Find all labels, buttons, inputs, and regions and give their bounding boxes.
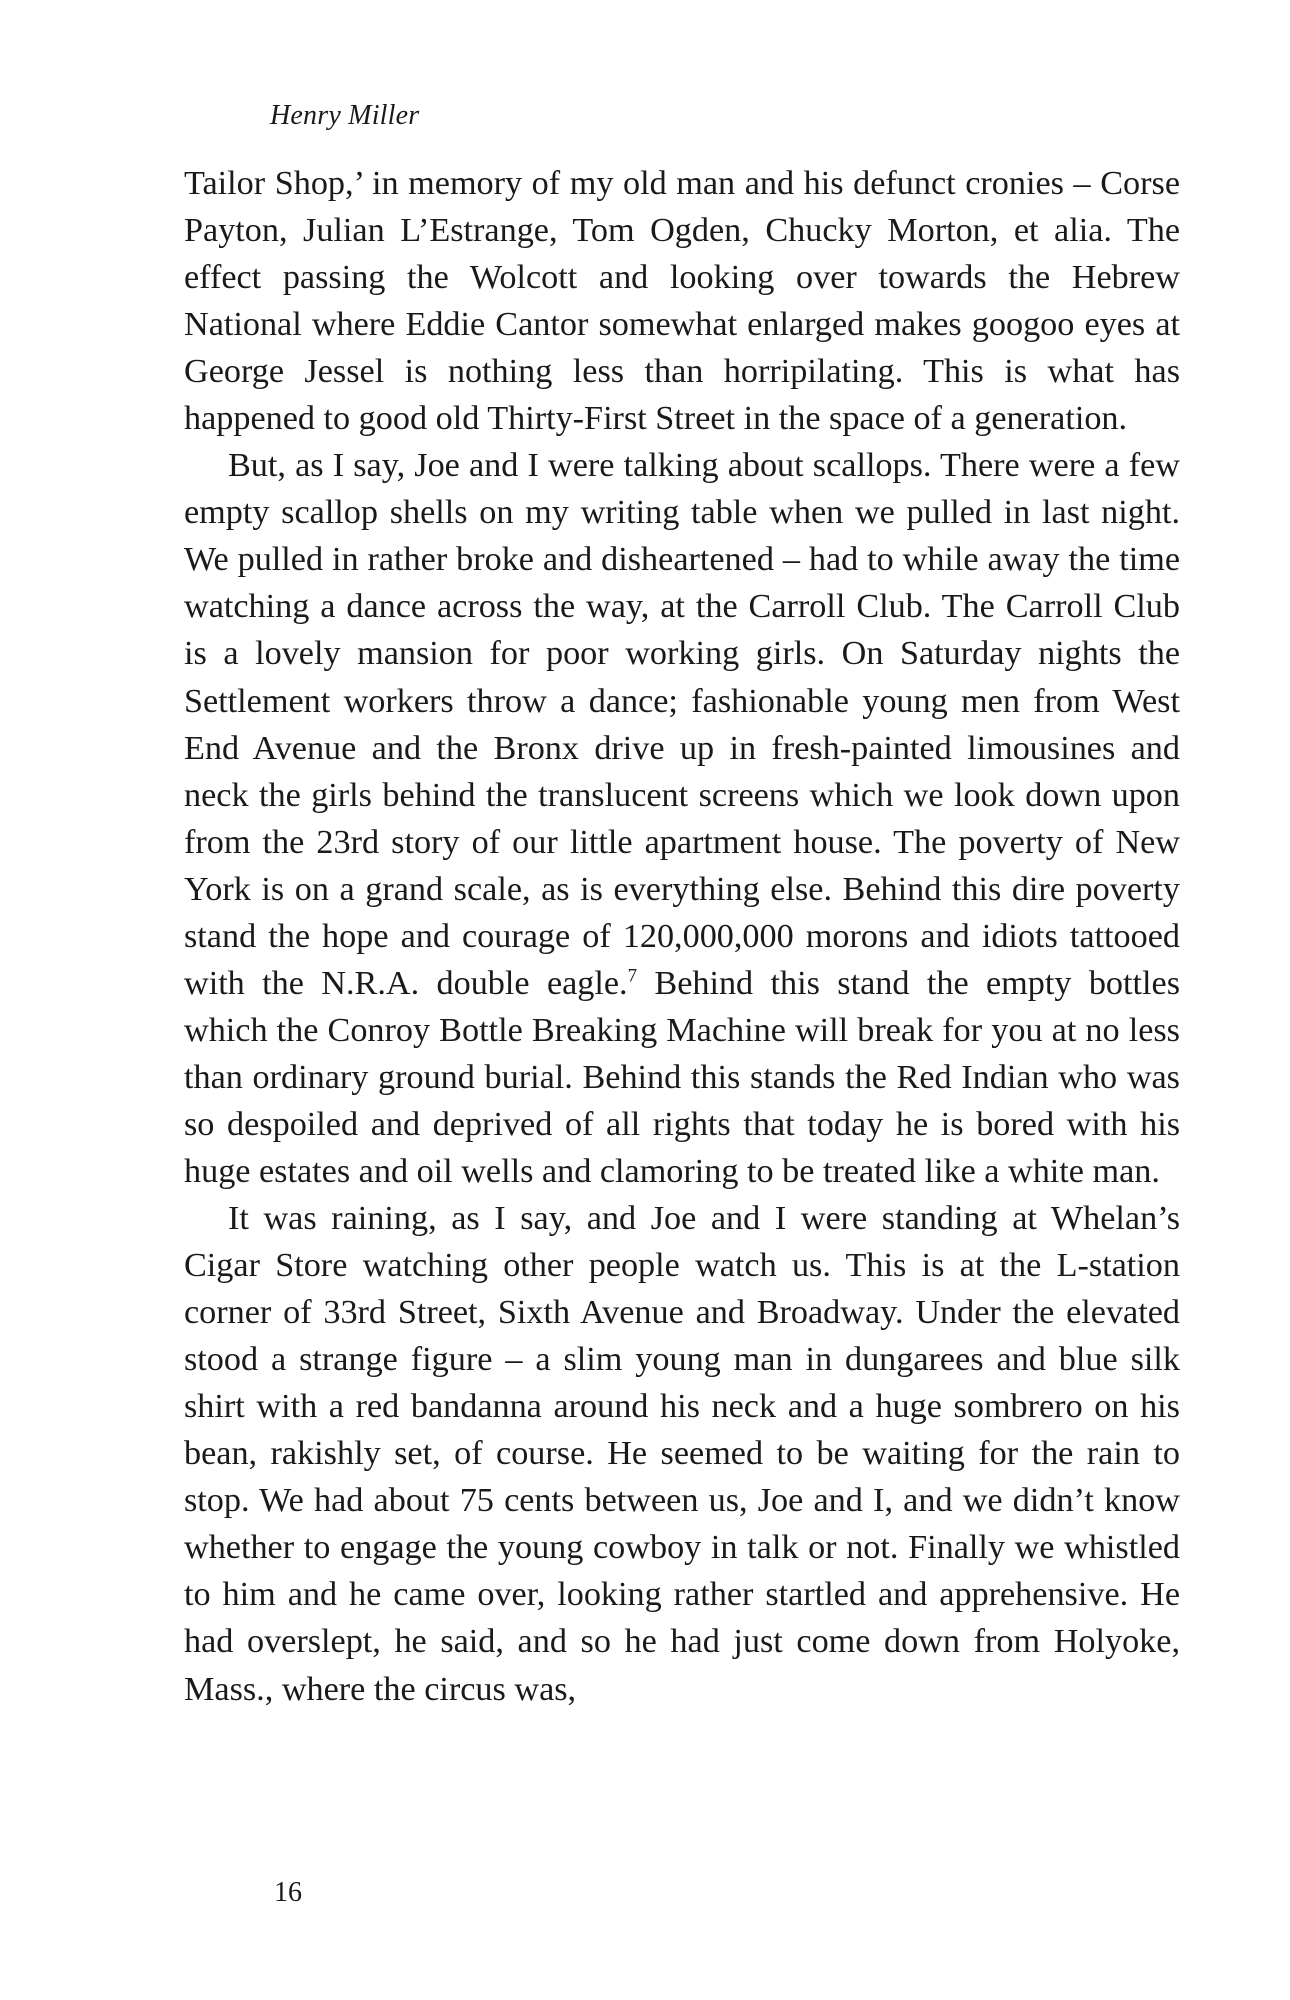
footnote-marker[interactable]: 7	[627, 965, 638, 987]
paragraph-2	[184, 442, 1180, 1195]
page-number: 16	[274, 1877, 302, 1908]
body-text	[184, 160, 1180, 1713]
running-head: Henry Miller	[270, 100, 420, 131]
paragraph-2-text-after: Behind this stand the empty bottles which the Conroy Bottle Breaking Machine will break for you at no less than ordinary ground burial. Behind this stands the Red Indian who was so despoiled and deprived of all rights that today he is bored with his huge estates and oil wells and clamoring to be treated like a white man.	[184, 964, 1180, 1190]
paragraph-2-text: But, as I say, Joe and I were talking about scallops. There were a few empty scallop shells on my writing table when we pulled in last night. We pulled in rather broke and disheartened – had to while away the time watching a dance across the way, at the Carroll Club. The Carroll Club is a lovely mansion for poor working girls. On Saturday nights the Settlement workers throw a dance; fashionable young men from West End Avenue and the Bronx drive up in fresh-painted limousines and neck the girls behind the translucent screens which we look down upon from the 23rd story of our little apartment house. The poverty of New York is on a grand scale, as is everything else. Behind this dire poverty stand the hope and courage of 120,000,000 morons and idiots tattooed with the N.R.A. double eagle.	[184, 447, 1180, 1002]
paragraph-1: Tailor Shop,’ in memory of my old man and his defunct cronies – Corse Payton, Julian L’Estrange, Tom Ogden, Chucky Morton, et alia. The effect passing the Wolcott and looking over towards the Hebrew National where Eddie Cantor somewhat enlarged makes googoo eyes at George Jessel is nothing less than horripilating. This is what has happened to good old Thirty-First Street in the space of a generation.	[184, 165, 1180, 438]
paragraph-3: It was raining, as I say, and Joe and I were standing at Whelan’s Cigar Store watching other people watch us. This is at the L-station corner of 33rd Street, Sixth Avenue and Broadway. Under the elevated stood a strange figure – a slim young man in dungarees and blue silk shirt with a red bandanna around his neck and a huge sombrero on his bean, rakishly set, of course. He seemed to be waiting for the rain to stop. We had about 75 cents between us, Joe and I, and we didn’t know whether to engage the young cowboy in talk or not. Finally we whistled to him and he came over, looking rather startled and apprehensive. He had overslept, he said, and so he had just come down from Holyoke, Mass., where the circus was,	[184, 1200, 1180, 1708]
